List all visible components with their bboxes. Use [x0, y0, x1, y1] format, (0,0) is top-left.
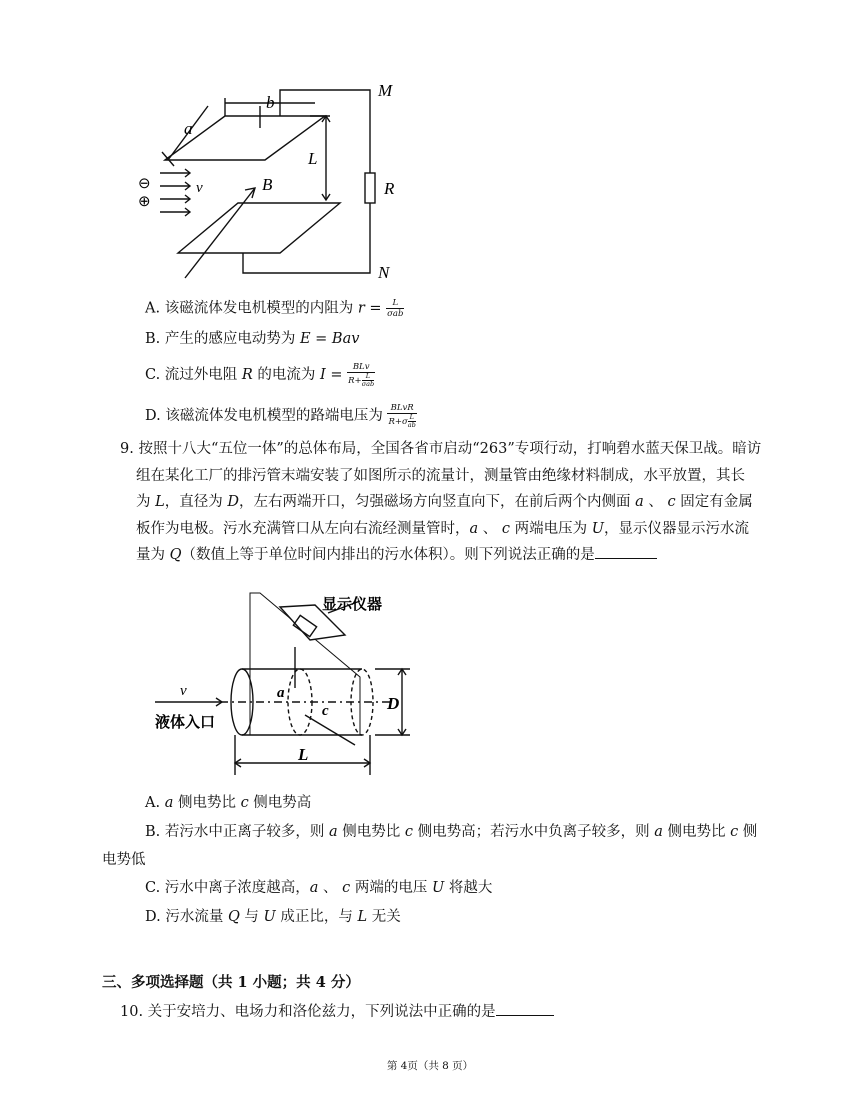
label-v2: v [180, 683, 187, 699]
q8-option-c: C. 流过外电阻 R 的电流为 I = BLv R+ L σab [145, 362, 375, 388]
q8-option-a: A. 该磁流体发电机模型的内阻为 r = $\frac{L}{\text{σab}}$ [145, 298, 404, 319]
q8-option-b: B. 产生的感应电动势为 E = Bav [145, 331, 360, 347]
label-M: M [378, 81, 393, 100]
q8-option-d: D. 该磁流体发电机模型的路端电压为 BLvR R+σ $\frac{L}{ab}$ [145, 403, 416, 429]
plus-symbol: ⊕ [138, 194, 151, 210]
q9-line-1: 9. 按照十八大“五位一体”的总体布局，全国各省市启动“263”专项行动，打响碧水蓝天保卫战。暗访 [120, 441, 762, 457]
label-a: a [184, 119, 193, 138]
minus-symbol: ⊖ [138, 176, 151, 192]
label-B: B [262, 175, 273, 194]
label-v: v [196, 180, 203, 196]
display-label: 显示仪器 [322, 597, 383, 613]
label-a2: a [277, 685, 285, 701]
q9-option-b: B. 若污水中正离子较多，则 a 侧电势比 c 侧电势高；若污水中负离子较多，则 a 侧电势比 c 侧 [145, 824, 758, 840]
answer-blank-q9[interactable] [595, 544, 657, 559]
label-D2: D [387, 694, 400, 713]
q9-option-b-cont: 电势低 [102, 852, 146, 868]
answer-blank-q10[interactable] [496, 1001, 554, 1016]
q9-line-3: 为 L，直径为 D，左右两端开口，匀强磁场方向竖直向下，在前后两个内侧面 a 、 c 固定有金属 [136, 494, 753, 510]
label-R: R [384, 179, 395, 198]
q9-option-d: D. 污水流量 Q 与 U 成正比，与 L 无关 [145, 909, 401, 925]
label-b: b [266, 93, 275, 112]
label-L: L [308, 149, 318, 168]
label-L2: L [298, 745, 309, 764]
q9-option-a: A. a 侧电势比 c 侧电势高 [145, 795, 312, 811]
flowmeter-figure [150, 585, 430, 785]
q10-line: 10. 关于安培力、电场力和洛伦兹力，下列说法中正确的是 [120, 1001, 554, 1023]
section-heading: 三、多项选择题（共 1 小题；共 4 分） [102, 974, 360, 991]
page-footer: 第 4页（共 8 页） [386, 1060, 474, 1072]
q9-line-2: 组在某化工厂的排污管末端安装了如图所示的流量计，测量管由绝缘材料制成，水平放置，其长 [136, 468, 745, 484]
q9-option-c: C. 污水中离子浓度越高，a 、 c 两端的电压 U 将越大 [145, 880, 493, 896]
label-N: N [378, 263, 390, 282]
inlet-label: 液体入口 [155, 715, 216, 731]
mhd-generator-figure [130, 78, 420, 288]
q9-line-4: 板作为电极。污水充满管口从左向右流经测量管时，a 、 c 两端电压为 U，显示仪器显示污水流 [136, 521, 749, 537]
q9-line-5: 量为 Q（数值上等于单位时间内排出的污水体积）。则下列说法正确的是 [136, 544, 657, 566]
label-c2: c [322, 703, 329, 719]
